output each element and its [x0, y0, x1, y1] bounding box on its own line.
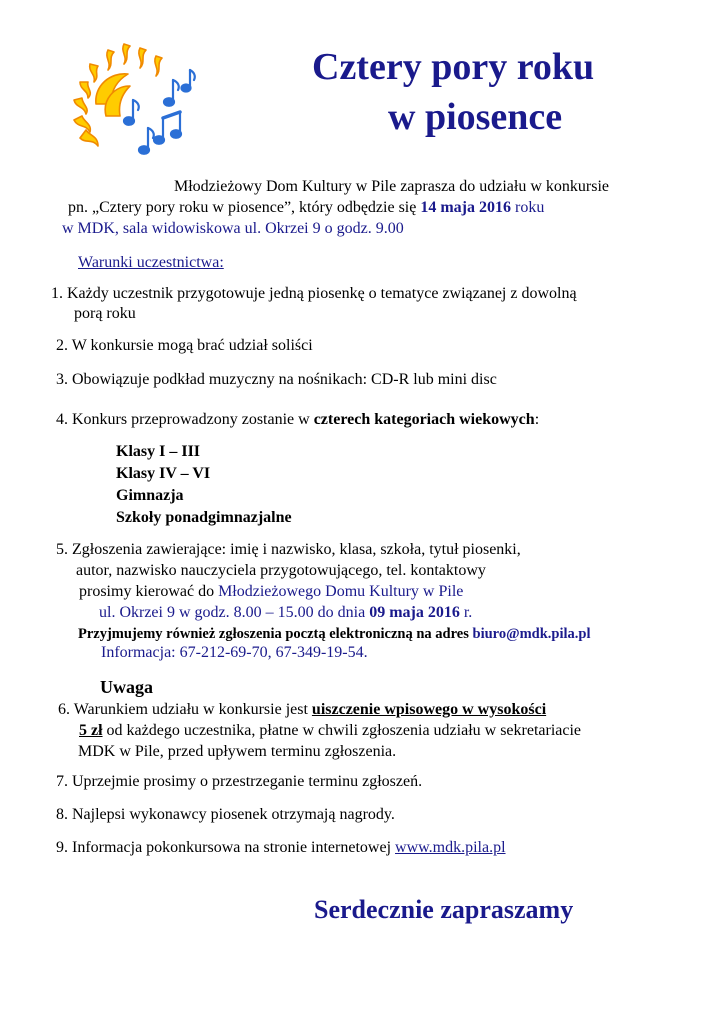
item-3: 3. Obowiązuje podkład muzyczny na nośnikach: CD-R lub mini disc	[56, 371, 497, 388]
item-5-line1: 5. Zgłoszenia zawierające: imię i nazwisko, klasa, szkoła, tytuł piosenki,	[56, 541, 521, 558]
item-5-line2: autor, nazwisko nauczyciela przygotowującego, tel. kontaktowy	[76, 562, 486, 579]
item-6-line2-text: od każdego uczestnika, płatne w chwili zgłoszenia udziału w sekretariacie	[102, 722, 582, 739]
organizer-name: Młodzieżowego Domu Kultury w Pile	[218, 583, 464, 600]
item-6-line2	[79, 721, 581, 741]
item-5-line5	[78, 624, 591, 644]
item-4-colon: :	[534, 411, 540, 428]
email-address[interactable]: biuro@mdk.pila.pl	[472, 626, 591, 642]
sun-with-music-notes-icon	[66, 38, 196, 163]
item-9	[56, 838, 506, 858]
email-text: Przyjmujemy również zgłoszenia pocztą elektroniczną na adres	[78, 626, 473, 642]
category-item: Szkoły ponadgimnazjalne	[116, 509, 292, 526]
item-6-text: 6. Warunkiem udziału w konkursie jest	[58, 701, 312, 718]
item-7: 7. Uprzejmie prosimy o przestrzeganie terminu zgłoszeń.	[56, 773, 423, 790]
intro-line3: w MDK, sala widowiskowa ul. Okrzei 9 o godz. 9.00	[62, 220, 404, 237]
item-9-text: 9. Informacja pokonkursowa na stronie internetowej	[56, 839, 396, 856]
fee-amount: 5 zł	[79, 722, 103, 739]
closing-text: Serdecznie zapraszamy	[314, 895, 574, 924]
item-5-line3	[79, 582, 463, 602]
item-5-line6: Informacja: 67-212-69-70, 67-349-19-54.	[101, 644, 368, 661]
fee-label: uiszczenie wpisowego w wysokości	[311, 701, 547, 718]
item-6-line1	[58, 700, 546, 720]
deadline-suffix: r.	[459, 604, 473, 621]
event-date: 14 maja 2016	[420, 199, 511, 216]
website-link[interactable]: www.mdk.pila.pl	[395, 839, 506, 856]
uwaga-heading: Uwaga	[100, 677, 153, 697]
item-5-line4	[99, 603, 472, 623]
category-item: Gimnazja	[116, 487, 184, 504]
item-4	[56, 410, 539, 430]
intro-line2-suffix: roku	[511, 199, 545, 216]
item-4-text: 4. Konkurs przeprowadzony zostanie w	[56, 411, 314, 428]
deadline-text: ul. Okrzei 9 w godz. 8.00 – 15.00 do dnia	[99, 604, 370, 621]
category-item: Klasy IV – VI	[116, 465, 211, 482]
item-4-bold: czterech kategoriach wiekowych	[313, 411, 535, 428]
item-8: 8. Najlepsi wykonawcy piosenek otrzymają nagrody.	[56, 806, 395, 823]
deadline-date: 09 maja 2016	[369, 604, 460, 621]
item-1-line2: porą roku	[74, 305, 136, 322]
item-1-line1: 1. Każdy uczestnik przygotowuje jedną piosenkę o tematyce związanej z dowolną	[51, 285, 577, 302]
page-title-line2: w piosence	[388, 96, 563, 138]
category-item: Klasy I – III	[116, 443, 201, 460]
item-5-line3-text: prosimy kierować do	[79, 583, 219, 600]
intro-line2	[68, 198, 544, 218]
intro-line1: Młodzieżowy Dom Kultury w Pile zaprasza do udziału w konkursie	[174, 178, 610, 195]
item-6-line3: MDK w Pile, przed upływem terminu zgłoszenia.	[78, 743, 397, 760]
conditions-heading: Warunki uczestnictwa:	[78, 254, 224, 271]
intro-line2-text: pn. „Cztery pory roku w piosence”, który odbędzie się	[68, 199, 421, 216]
item-2: 2. W konkursie mogą brać udział soliści	[56, 337, 313, 354]
page-title-line1: Cztery pory roku	[312, 46, 595, 88]
